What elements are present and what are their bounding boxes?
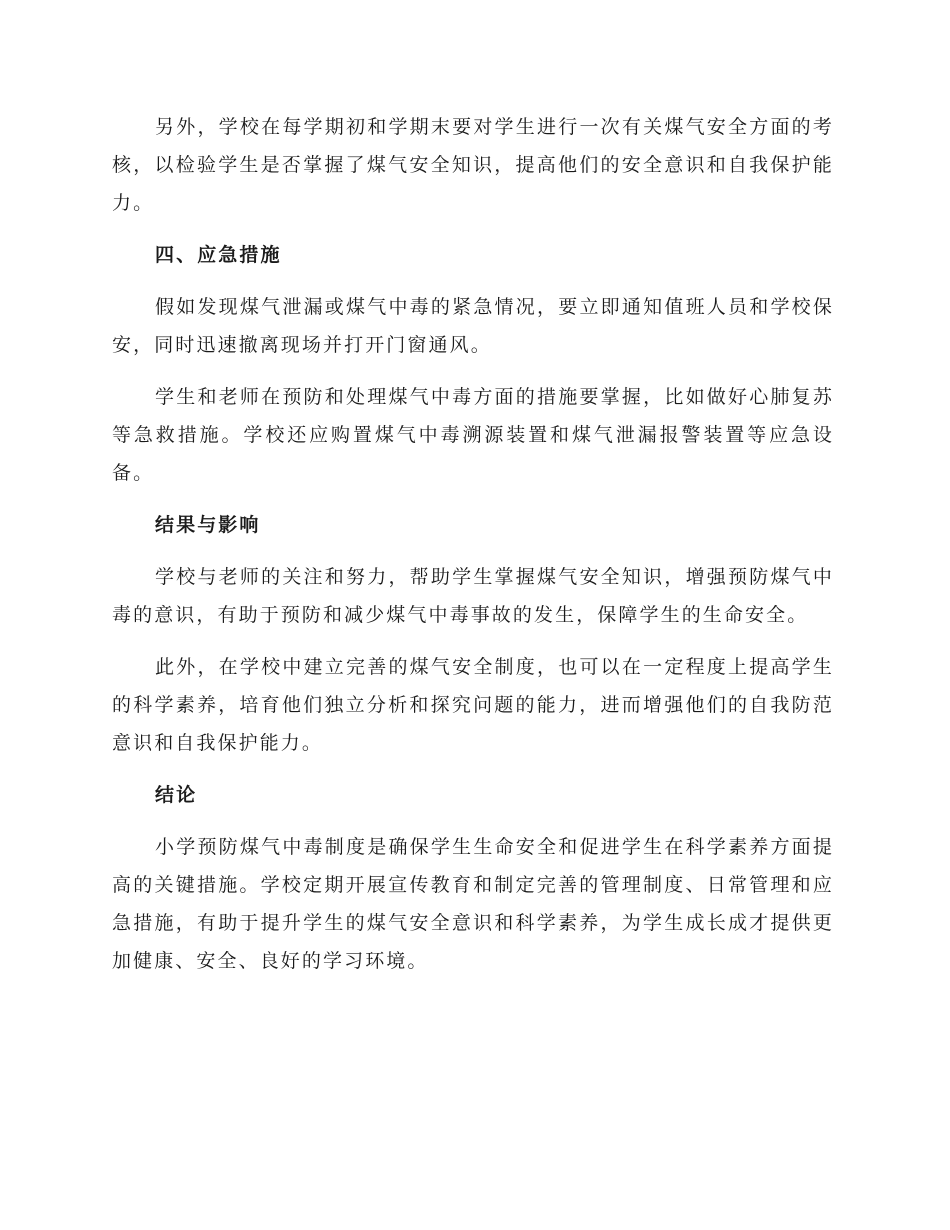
section-heading-emergency: 四、应急措施: [155, 244, 282, 266]
paragraph-assessment: 另外，学校在每学期初和学期末要对学生进行一次有关煤气安全方面的考核，以检验学生是否掌握了煤气安全知识，提高他们的安全意识和自我保护能力。: [112, 116, 834, 214]
paragraph-emergency-response: 假如发现煤气泄漏或煤气中毒的紧急情况，要立即通知值班人员和学校保安，同时迅速撤离现场并打开门窗通风。: [112, 296, 834, 356]
document-body: [112, 108, 834, 994]
paragraph-first-aid: 学生和老师在预防和处理煤气中毒方面的措施要掌握，比如做好心肺复苏等急救措施。学校还应购置煤气中毒溯源装置和煤气泄漏报警装置等应急设备。: [112, 386, 834, 484]
paragraph-safety-system: 此外，在学校中建立完善的煤气安全制度，也可以在一定程度上提高学生的科学素养，培育他们独立分析和探究问题的能力，进而增强他们的自我防范意识和自我保护能力。: [112, 656, 834, 754]
section-heading-results: 结果与影响: [155, 514, 261, 536]
section-heading-conclusion: 结论: [155, 784, 198, 806]
paragraph-conclusion: 小学预防煤气中毒制度是确保学生生命安全和促进学生在科学素养方面提高的关键措施。学校定期开展宣传教育和制定完善的管理制度、日常管理和应急措施，有助于提升学生的煤气安全意识和科学素养，为学生成长成才提供更加健康、安全、良好的学习环境。: [112, 836, 834, 972]
paragraph-results: 学校与老师的关注和努力，帮助学生掌握煤气安全知识，增强预防煤气中毒的意识，有助于预防和减少煤气中毒事故的发生，保障学生的生命安全。: [112, 566, 834, 626]
